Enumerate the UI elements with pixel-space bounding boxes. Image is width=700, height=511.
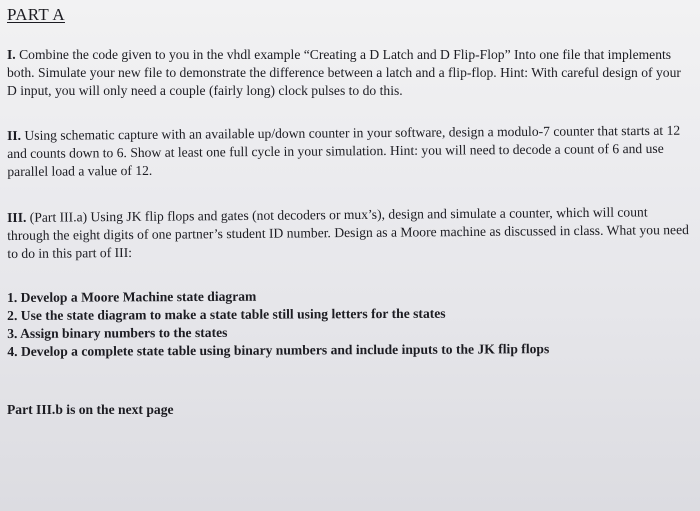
steps-list [7, 285, 690, 361]
list-item: 3. Assign binary numbers to the states [7, 324, 228, 341]
list-item: 4. Develop a complete state table using binary numbers and include inputs to the JK flip flops [7, 341, 550, 359]
list-item: 2. Use the state diagram to make a state table still using letters for the states [7, 305, 446, 323]
section-2-paragraph [7, 122, 690, 181]
section-2-numeral: II. [7, 127, 22, 143]
section-2-text: Using schematic capture with an available up/down counter in your software, design a modulo-7 counter that starts at 12 and counts down to 6. Show at least one full cycle in your simulation. Hint: you will need to decode a count of 6 and use parallel load a value of 12. [7, 122, 681, 179]
section-1-paragraph [7, 46, 690, 100]
section-3-numeral: III. [7, 209, 27, 225]
section-3-text: (Part III.a) Using JK flip flops and gates (not decoders or mux’s), design and simulate a counter, which will count through the eight digits of one partner’s student ID number. Design as a Moore machine as discussed in class. What you need to do in this part of III: [7, 204, 689, 261]
footer-note: Part III.b is on the next page [7, 402, 174, 417]
section-3-paragraph [7, 203, 690, 263]
section-1-text: Combine the code given to you in the vhdl example “Creating a D Latch and D Flip-Flop” Into one file that implements both. Simulate your new file to demonstrate the difference between a latch and a flip-flop. Hint: With careful design of your D input, you will only need a couple (fairly long) clock pulses to do this. [7, 47, 681, 98]
part-title: PART A [7, 5, 65, 24]
list-item: 1. Develop a Moore Machine state diagram [7, 288, 257, 305]
section-1-numeral: I. [7, 47, 16, 62]
